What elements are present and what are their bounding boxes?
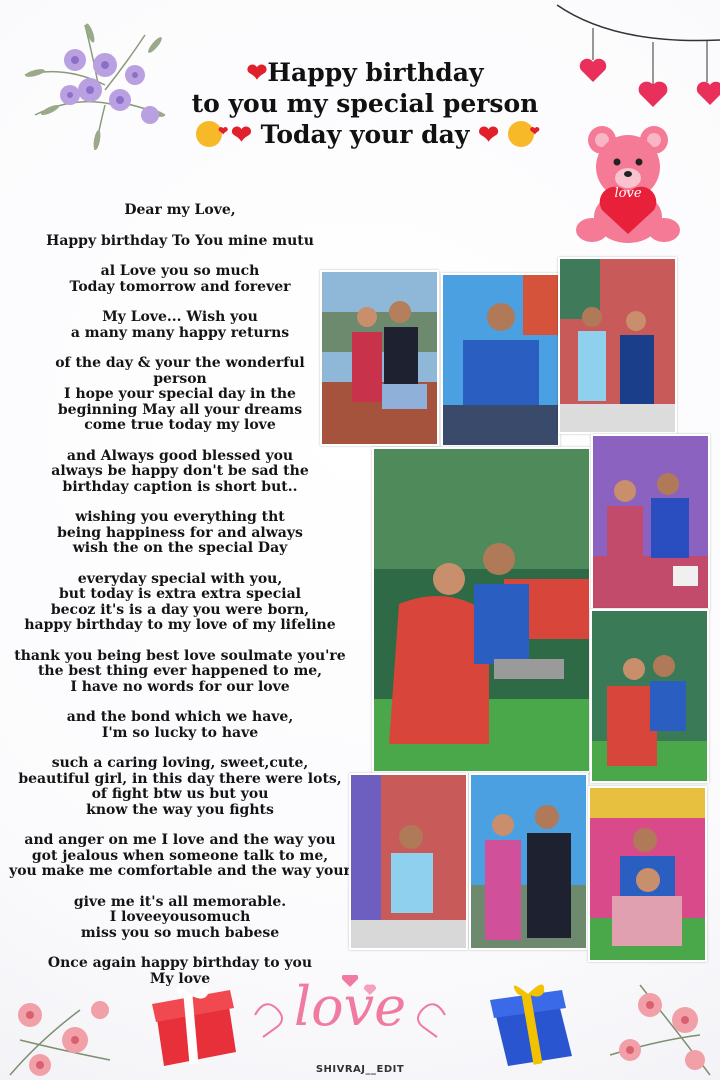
letter-paragraph: al Love you so much Today tomorrow and forever — [69, 263, 291, 295]
letter-paragraph: everyday special with you, but today is extra extra special becoz it's is a day you were born, happy birthday to my love of my lifeline — [24, 570, 336, 633]
couple-purple-backdrop-photo — [591, 434, 710, 610]
kiss-face-icon — [196, 121, 222, 147]
lilac-flowers-illustration — [5, 5, 185, 160]
couple-photo — [320, 270, 439, 446]
letter-paragraph: My Love... Wish you a many many happy returns — [70, 309, 290, 341]
kiss-face-icon — [508, 121, 534, 147]
birthday-letter — [0, 203, 360, 1002]
couple-garden-photo — [558, 257, 677, 434]
man-railing-photo — [349, 773, 468, 950]
letter-paragraph: and Always good blessed you always be happy don't be sad the birthday caption is short but.. — [51, 447, 309, 495]
letter-paragraph: Happy birthday To You mine mutu — [46, 232, 314, 249]
letter-paragraph: of the day & your the wonderful person I hope your special day in the beginning May all your dreams come true today my love — [55, 355, 305, 433]
couple-sitting-grass-photo — [372, 447, 591, 773]
heart-icon: ❤ — [246, 58, 268, 87]
blue-gift-box-illustration — [488, 980, 580, 1072]
letter-paragraph: such a caring loving, sweet,cute, beautiful girl, in this day there were lots, of fight btw us but you know the way you fights — [18, 755, 342, 818]
pink-flowers-illustration — [600, 965, 720, 1080]
couple-flags-photo — [588, 786, 707, 962]
letter-paragraph: give me it's all memorable. I loveeyousomuch miss you so much babese — [73, 893, 287, 941]
title-line-1: Happy birthday — [267, 58, 484, 87]
pink-flowers-illustration — [0, 980, 120, 1080]
letter-paragraph: wishing you everything tht being happiness for and always wish the on the special Day — [57, 509, 303, 556]
man-thumbs-up-photo — [441, 273, 560, 447]
couple-red-saree-photo — [590, 609, 709, 783]
letter-paragraph: and anger on me I love and the way you got jealous when someone talk to me, you make me comfortable and the way your — [9, 832, 351, 879]
letter-paragraph: Once again happy birthday to you My love — [47, 955, 313, 987]
letter-paragraph: thank you being best love soulmate you're the best thing ever happened to me, I have no words for our love — [14, 647, 346, 695]
heart-icon: ❤ — [230, 120, 252, 149]
letter-paragraph: Dear my Love, — [124, 202, 236, 218]
heart-icon: ❤ — [478, 120, 500, 149]
brand-watermark: SHIVRAJ__EDIT — [315, 1064, 405, 1075]
hanging-hearts-illustration — [555, 0, 720, 115]
couple-standing-photo — [469, 773, 588, 950]
title-line-2: to you my special person — [191, 89, 539, 118]
red-gift-box-illustration — [148, 982, 243, 1072]
love-script-text: love — [293, 975, 407, 1038]
teddy-heart-label: love — [614, 186, 642, 201]
teddy-bear-illustration — [572, 122, 684, 247]
page-title — [180, 58, 550, 151]
title-line-3: Today your day — [260, 120, 470, 149]
letter-paragraph: and the bond which we have, I'm so lucky to have — [66, 709, 294, 741]
